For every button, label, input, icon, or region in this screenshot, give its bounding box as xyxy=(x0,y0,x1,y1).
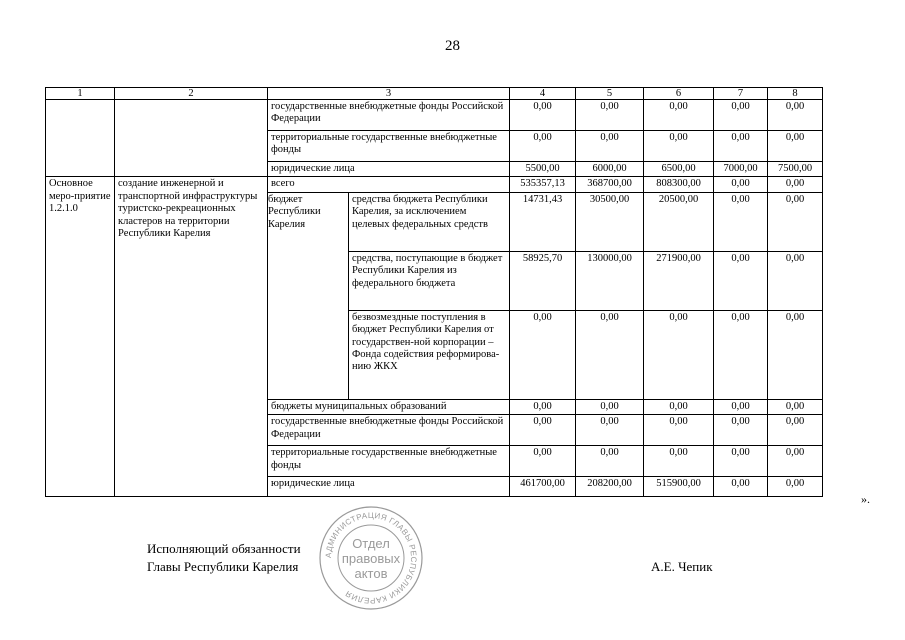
source-label: территориальные государственные внебюджетные фонды xyxy=(268,131,510,162)
value-cell: 0,00 xyxy=(714,192,768,251)
value-cell: 0,00 xyxy=(714,100,768,131)
value-cell: 461700,00 xyxy=(510,477,576,497)
source-label: юридические лица xyxy=(268,477,510,497)
stamp-ring-text: АДМИНИСТРАЦИЯ ГЛАВЫ РЕСПУБЛИКИ КАРЕЛИЯ xyxy=(323,510,419,606)
value-cell: 6000,00 xyxy=(576,162,644,177)
header-cell: 1 xyxy=(46,88,115,100)
value-cell: 0,00 xyxy=(768,251,823,310)
value-cell: 0,00 xyxy=(644,399,714,414)
header-cell: 2 xyxy=(115,88,268,100)
header-row xyxy=(46,88,823,100)
value-cell: 0,00 xyxy=(510,131,576,162)
source-label: государственные внебюджетные фонды Российской Федерации xyxy=(268,415,510,446)
empty-cell xyxy=(115,100,268,177)
value-cell: 0,00 xyxy=(768,192,823,251)
value-cell: 6500,00 xyxy=(644,162,714,177)
value-cell: 5500,00 xyxy=(510,162,576,177)
value-cell: 0,00 xyxy=(576,131,644,162)
header-cell: 7 xyxy=(714,88,768,100)
value-cell: 0,00 xyxy=(768,415,823,446)
value-cell: 0,00 xyxy=(644,131,714,162)
stamp-line-3: актов xyxy=(354,566,388,581)
value-cell: 0,00 xyxy=(768,477,823,497)
value-cell: 0,00 xyxy=(576,310,644,399)
value-cell: 0,00 xyxy=(576,415,644,446)
value-cell: 0,00 xyxy=(576,446,644,477)
value-cell: 0,00 xyxy=(768,177,823,192)
value-cell: 0,00 xyxy=(714,310,768,399)
stamp-line-2: правовых xyxy=(341,551,401,566)
value-cell: 0,00 xyxy=(714,251,768,310)
value-cell: 0,00 xyxy=(714,131,768,162)
value-cell: 0,00 xyxy=(714,477,768,497)
source-label: государственные внебюджетные фонды Российской Федерации xyxy=(268,100,510,131)
value-cell: 0,00 xyxy=(714,415,768,446)
table-row xyxy=(46,177,823,192)
value-cell: 0,00 xyxy=(768,399,823,414)
source-label: средства бюджета Республики Карелия, за исключением целевых федеральных средств xyxy=(349,192,510,251)
signatory-name: А.Е. Чепик xyxy=(651,559,713,574)
budget-label: бюджет Республики Карелия xyxy=(268,192,349,399)
value-cell: 368700,00 xyxy=(576,177,644,192)
value-cell: 130000,00 xyxy=(576,251,644,310)
value-cell: 0,00 xyxy=(714,177,768,192)
value-cell: 0,00 xyxy=(644,310,714,399)
page-number: 28 xyxy=(445,38,460,54)
value-cell: 0,00 xyxy=(644,446,714,477)
value-cell: 808300,00 xyxy=(644,177,714,192)
value-cell: 0,00 xyxy=(510,100,576,131)
table-row xyxy=(46,100,823,131)
official-stamp xyxy=(318,505,424,611)
value-cell: 515900,00 xyxy=(644,477,714,497)
header-cell: 3 xyxy=(268,88,510,100)
value-cell: 208200,00 xyxy=(576,477,644,497)
closing-quote: ». xyxy=(861,492,870,506)
header-cell: 8 xyxy=(768,88,823,100)
value-cell: 0,00 xyxy=(510,310,576,399)
measure-code: Основное меро-приятие 1.2.1.0 xyxy=(46,177,115,497)
value-cell: 0,00 xyxy=(768,131,823,162)
value-cell: 535357,13 xyxy=(510,177,576,192)
source-label: территориальные государственные внебюджетные фонды xyxy=(268,446,510,477)
header-cell: 4 xyxy=(510,88,576,100)
value-cell: 0,00 xyxy=(768,100,823,131)
empty-cell xyxy=(46,100,115,177)
value-cell: 14731,43 xyxy=(510,192,576,251)
value-cell: 271900,00 xyxy=(644,251,714,310)
source-label: всего xyxy=(268,177,510,192)
value-cell: 30500,00 xyxy=(576,192,644,251)
signatory-title xyxy=(147,540,301,576)
signatory-line-1: Исполняющий обязанности xyxy=(147,541,301,556)
source-label: безвозмездные поступления в бюджет Республики Карелия от государствен-ной корпорации – Фонда содействия реформирова-нию ЖКХ xyxy=(349,310,510,399)
header-cell: 5 xyxy=(576,88,644,100)
source-label: бюджеты муниципальных образований xyxy=(268,399,510,414)
value-cell: 7000,00 xyxy=(714,162,768,177)
value-cell: 58925,70 xyxy=(510,251,576,310)
value-cell: 0,00 xyxy=(576,100,644,131)
value-cell: 0,00 xyxy=(714,399,768,414)
signatory-line-2: Главы Республики Карелия xyxy=(147,559,299,574)
header-cell: 6 xyxy=(644,88,714,100)
funding-table xyxy=(45,87,823,497)
value-cell: 0,00 xyxy=(510,415,576,446)
measure-name: создание инженерной и транспортной инфраструктуры туристско-рекреационных кластеров на территории Республики Карелия xyxy=(115,177,268,497)
source-label: средства, поступающие в бюджет Республики Карелия из федерального бюджета xyxy=(349,251,510,310)
value-cell: 0,00 xyxy=(768,310,823,399)
value-cell: 7500,00 xyxy=(768,162,823,177)
value-cell: 0,00 xyxy=(510,446,576,477)
stamp-line-1: Отдел xyxy=(352,536,390,551)
source-label: юридические лица xyxy=(268,162,510,177)
value-cell: 0,00 xyxy=(714,446,768,477)
value-cell: 0,00 xyxy=(768,446,823,477)
value-cell: 0,00 xyxy=(510,399,576,414)
value-cell: 20500,00 xyxy=(644,192,714,251)
value-cell: 0,00 xyxy=(644,415,714,446)
value-cell: 0,00 xyxy=(644,100,714,131)
value-cell: 0,00 xyxy=(576,399,644,414)
